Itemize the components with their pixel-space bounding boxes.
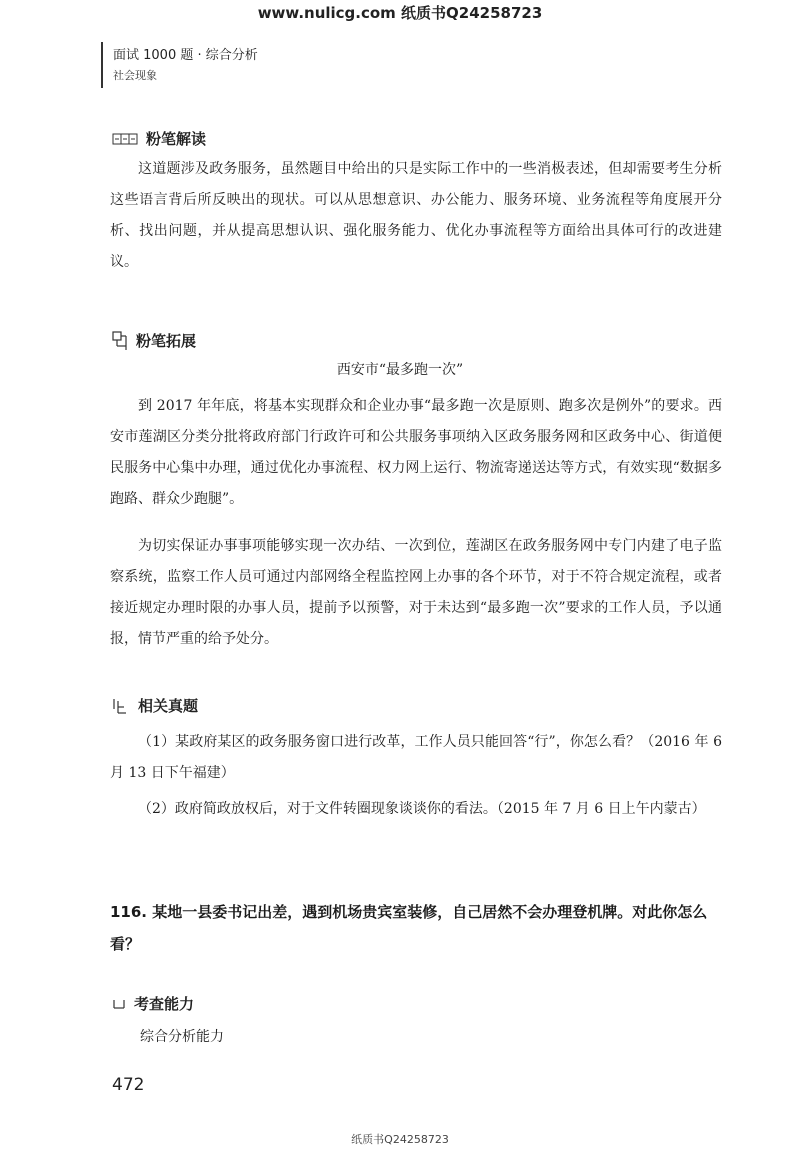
section-heading-jiedu	[112, 128, 206, 149]
question-icon	[112, 697, 130, 715]
section-heading-label: 考查能力	[134, 995, 195, 1013]
jiedu-paragraph: 这道题涉及政务服务，虽然题目中给出的只是实际工作中的一些消极表述，但却需要考生分析这些语言背后所反映出的现状。可以从思想意识、办公能力、服务环境、业务流程等角度展开分析、找出问题，并从提高思想认识、强化服务能力、优化办事流程等方面给出具体可行的改进建议。	[110, 161, 722, 270]
question-116: 116. 某地一县委书记出差，遇到机场贵宾室装修，自己居然不会办理登机牌。对此你怎么看？	[110, 903, 708, 953]
section-heading-label: 粉笔拓展	[136, 332, 197, 350]
watermark-top: www.nulicg.com 纸质书Q24258723	[257, 4, 543, 22]
section-heading-label: 相关真题	[138, 697, 199, 715]
section-heading-label: 粉笔解读	[146, 130, 207, 148]
section-heading-tuozhan	[112, 330, 196, 351]
tuozhan-paragraph-2: 为切实保证办事事项能够实现一次办结、一次到位，莲湖区在政务服务网中专门内建了电子监察系统，监察工作人员可通过内部网络全程监控网上办事的各个环节，对于不符合规定流程，或者接近规定办理时限的办事人员，提前予以预警，对于未达到“最多跑一次”要求的工作人员，予以通报，情节严重的给予处分。	[110, 538, 722, 647]
case-title: 西安市“最多跑一次”	[336, 362, 464, 378]
target-icon	[112, 998, 126, 1010]
zhenti-item-2: （2）政府简政放权后，对于文件转圈现象谈谈你的看法。（2015 年 7 月 6 日上午内蒙古）	[138, 801, 706, 817]
nengli-text: 综合分析能力	[140, 1029, 224, 1045]
running-header-subtitle: 社会现象	[113, 69, 157, 82]
header-divider	[101, 42, 103, 88]
page-number: 472	[112, 1075, 145, 1095]
tuozhan-paragraph-1: 到 2017 年年底，将基本实现群众和企业办事“最多跑一次是原则、跑多次是例外”的要求。西安市莲湖区分类分批将政府部门行政许可和公共服务事项纳入区政务服务网和区政务中心、街道便民服务中心集中办理，通过优化办事流程、权力网上运行、物流寄递送达等方式，有效实现“数据多跑路、群众少跑腿”。	[110, 398, 722, 507]
watermark-bottom: 纸质书Q24258723	[351, 1133, 449, 1146]
book-icon	[112, 133, 138, 145]
section-heading-zhenti	[112, 695, 198, 716]
zhenti-item-1: （1）某政府某区的政务服务窗口进行改革，工作人员只能回答“行”，你怎么看？（2016 年 6 月 13 日下午福建）	[110, 734, 722, 781]
expand-icon	[112, 331, 128, 351]
section-heading-nengli	[112, 993, 194, 1014]
running-header-title: 面试 1000 题 · 综合分析	[113, 48, 258, 63]
